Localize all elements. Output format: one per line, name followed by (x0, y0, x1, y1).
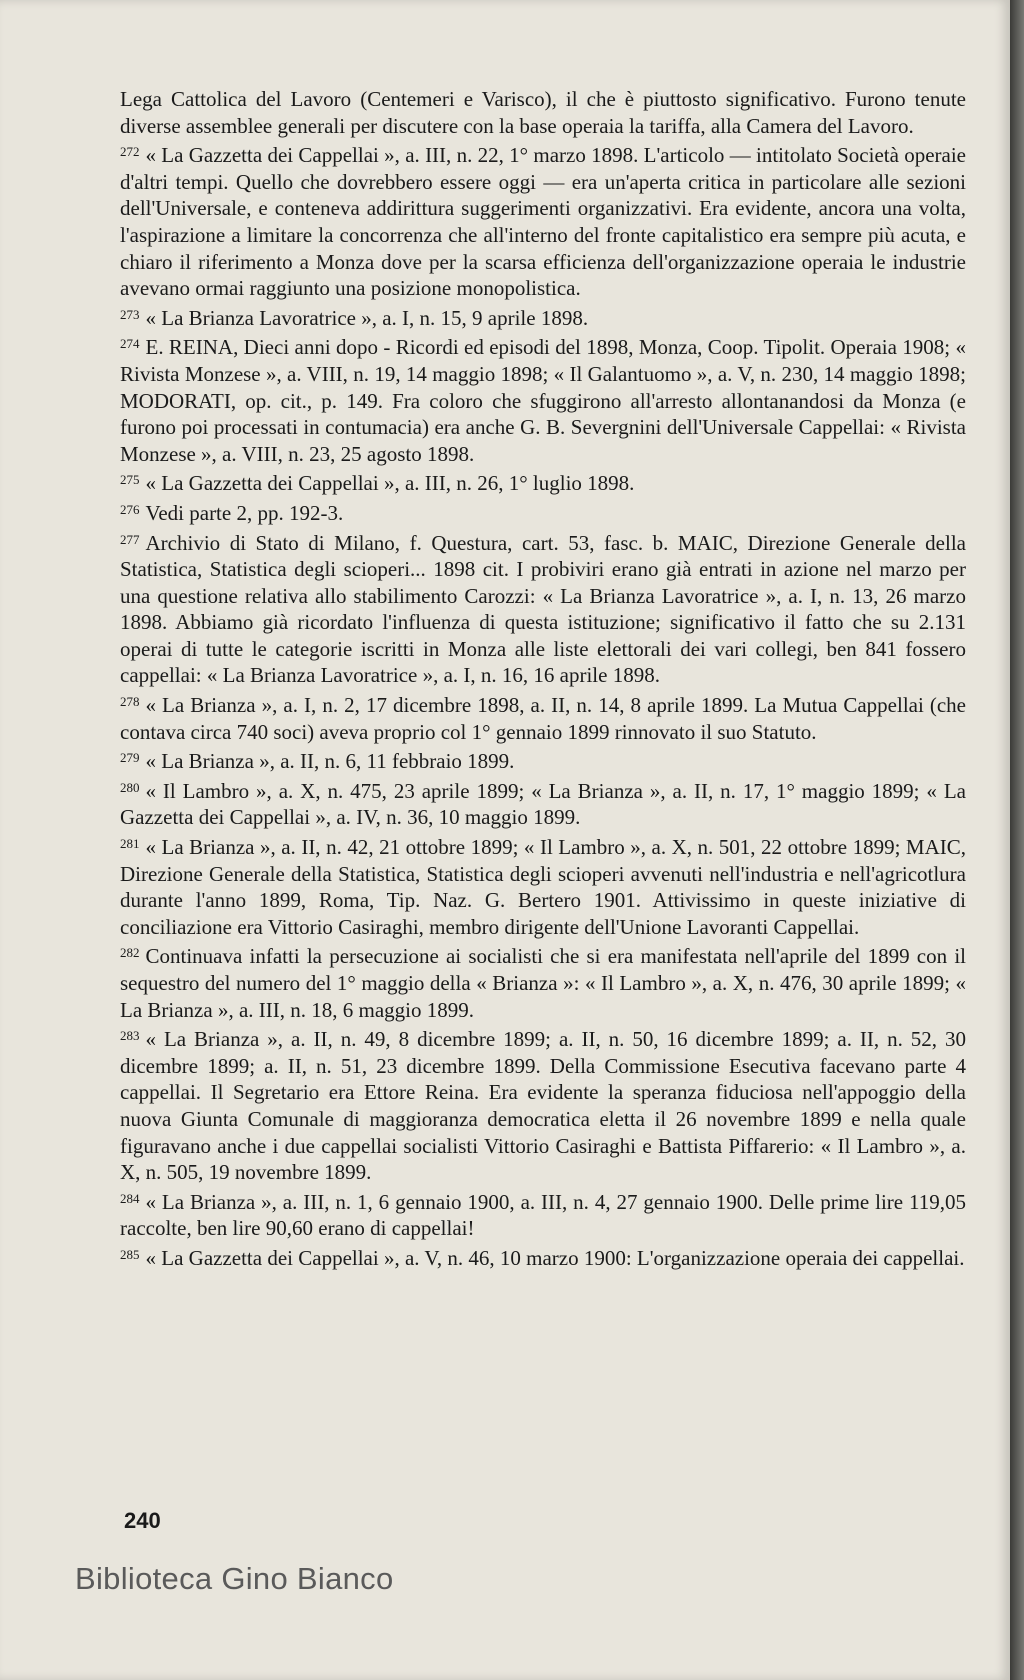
footnotes-block (120, 86, 966, 1272)
footnote-284: $^{284}$ « La Brianza », a. III, n. 1, 6 gennaio 1900, a. III, n. 4, 27 gennaio 1900. Delle prime lire 119,05 raccolte, ben lire 90,60 erano di cappellai! (120, 1189, 966, 1241)
footnote-276: $^{276}$ Vedi parte 2, pp. 192-3. (120, 500, 344, 525)
footnote-281: $^{281}$ « La Brianza », a. II, n. 42, 21 ottobre 1899; « Il Lambro », a. X, n. 501, 22 ottobre 1899; MAIC, Direzione Generale della Statistica, Statistica degli scioperi avvenuti nell'industria e nell'agricotlura durante l'anno 1899, Roma, Tip. Naz. G. Bertero 1901. Attivissimo in queste iniziative di conciliazione era Vittorio Casiraghi, membro dirigente dell'Unione Lavoranti Cappellai. (120, 835, 966, 939)
footnote-274: $^{274}$ E. REINA, Dieci anni dopo - Ricordi ed episodi del 1898, Monza, Coop. Tipolit. Operaia 1908; « Rivista Monzese », a. VIII, n. 19, 14 maggio 1898; « Il Galantuomo », a. V, n. 230, 14 maggio 1898; MODORATI, op. cit., p. 149. Fra coloro che sfuggirono all'arresto allontanandosi da Monza (e furono poi processati in contumacia) era anche G. B. Severgnini dell'Universale Cappellai: « Rivista Monzese », a. VIII, n. 23, 25 agosto 1898. (120, 335, 966, 466)
footnote-283: $^{283}$ « La Brianza », a. II, n. 49, 8 dicembre 1899; a. II, n. 50, 16 dicembre 1899; a. II, n. 52, 30 dicembre 1899; a. II, n. 51, 23 dicembre 1899. Della Commissione Esecutiva facevano parte 4 cappellai. Il Segretario era Ettore Reina. Era evidente la speranza fiduciosa nell'appoggio della nuova Giunta Comunale di maggioranza democratica eletta il 26 novembre 1899 e nella quale figuravano anche i due cappellai socialisti Vittorio Casiraghi e Battista Piffarerio: « Il Lambro », a. X, n. 505, 19 novembre 1899. (120, 1027, 966, 1185)
footnote-282: $^{282}$ Continuava infatti la persecuzione ai socialisti che si era manifestata nell'aprile del 1899 con il sequestro del numero del 1° maggio della « Brianza »: « Il Lambro », a. X, n. 476, 30 aprile 1899; « La Brianza », a. III, n. 18, 6 maggio 1899. (120, 944, 966, 1022)
footnote-272: $^{272}$ « La Gazzetta dei Cappellai », a. III, n. 22, 1° marzo 1898. L'articolo — intitolato Società operaie d'altri tempi. Quello che dovrebbero essere oggi — era un'aperta critica in particolare alle sezioni dell'Universale, e conteneva addirittura suggerimenti organizzativi. Era evidente, ancora una volta, l'aspirazione a limitare la concorrenza che all'interno del fronte capitalistico era sempre più acuta, e chiaro il riferimento a Monza dove per la scarsa efficienza dell'organizzazione operaia le industrie avevano ormai raggiunto una posizione monopolistica. (120, 143, 966, 301)
footnote-280: $^{280}$ « Il Lambro », a. X, n. 475, 23 aprile 1899; « La Brianza », a. II, n. 17, 1° maggio 1899; « La Gazzetta dei Cappellai », a. IV, n. 36, 10 maggio 1899. (120, 778, 966, 830)
footnote-continuation: Lega Cattolica del Lavoro (Centemeri e Varisco), il che è piuttosto significativo. Furono tenute diverse assemblee generali per discutere con la base operaia la tariffa, alla Camera del Lavoro. (120, 87, 966, 138)
footnote-273: $^{273}$ « La Brianza Lavoratrice », a. I, n. 15, 9 aprile 1898. (120, 305, 589, 330)
footnote-277: $^{277}$ Archivio di Stato di Milano, f. Questura, cart. 53, fasc. b. MAIC, Direzione Generale della Statistica, Statistica degli scioperi... 1898 cit. I probiviri erano già entrati in azione nel marzo per una questione relativa allo stabilimento Carozzi: « La Brianza Lavoratrice », a. I, n. 13, 26 marzo 1898. Abbiamo già ricordato l'influenza di questa istituzione; significativo il fatto che su 2.131 operai di tutte le categorie iscritti in Monza alle liste elettorali dei vari collegi, ben 841 fossero cappellai: « La Brianza Lavoratrice », a. I, n. 16, 16 aprile 1898. (120, 530, 966, 688)
library-watermark: Biblioteca Gino Bianco (75, 1561, 394, 1596)
footnote-278: $^{278}$ « La Brianza », a. I, n. 2, 17 dicembre 1898, a. II, n. 14, 8 aprile 1899. La Mutua Cappellai (che contava circa 740 soci) aveva proprio col 1° gennaio 1899 rinnovato il suo Statuto. (120, 693, 966, 744)
page-number: 240 (124, 1508, 161, 1533)
page-edge-shadow (1010, 0, 1024, 1680)
footnote-275: $^{275}$ « La Gazzetta dei Cappellai », a. III, n. 26, 1° luglio 1898. (120, 471, 635, 496)
footnote-285: $^{285}$ « La Gazzetta dei Cappellai », a. V, n. 46, 10 marzo 1900: L'organizzazione operaia dei cappellai. (120, 1245, 965, 1270)
footnote-279: $^{279}$ « La Brianza », a. II, n. 6, 11 febbraio 1899. (120, 749, 515, 774)
